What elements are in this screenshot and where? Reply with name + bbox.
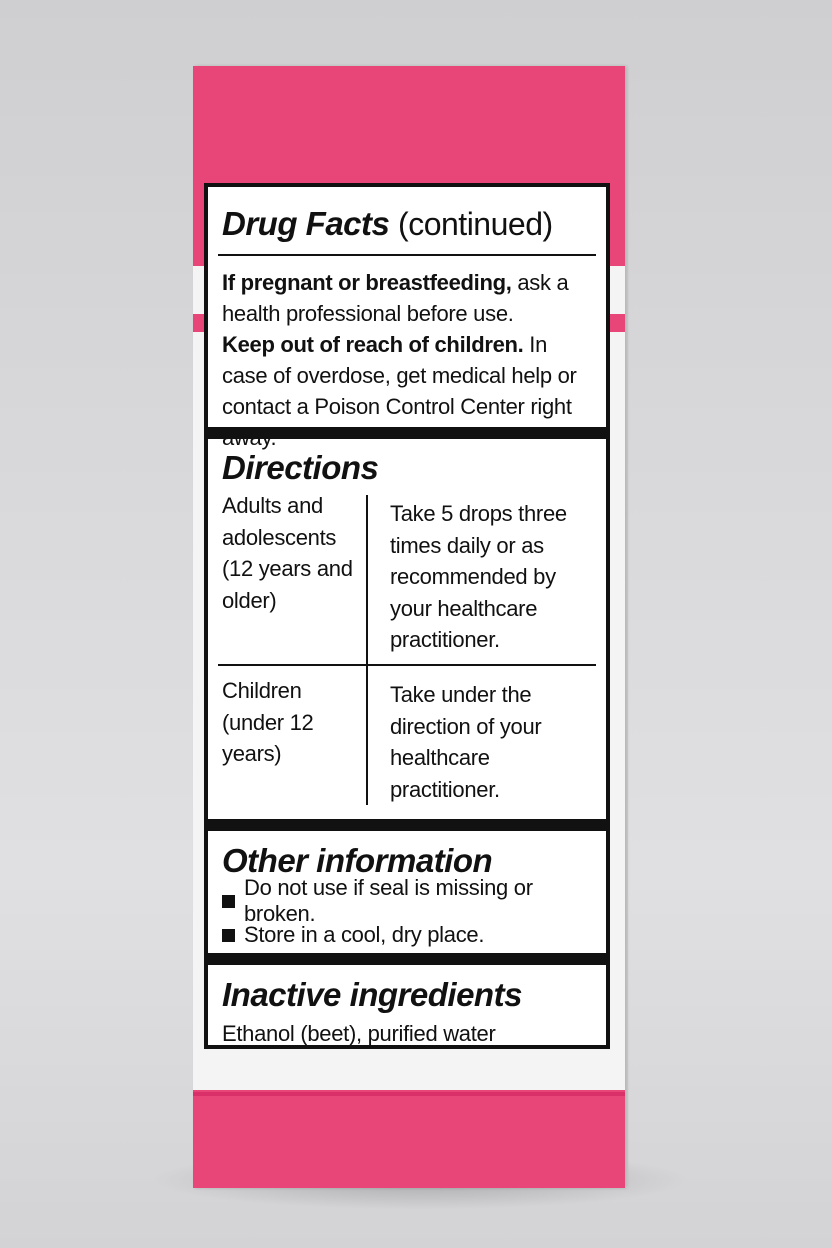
other-information-section — [208, 842, 606, 952]
drug-facts-title-bold: Drug Facts — [222, 205, 390, 242]
children-warning-text: In case of overdose, get medical help or contact a Poison Control Center right — [222, 332, 577, 419]
other-information-title: Other information — [222, 842, 493, 879]
drug-facts-title — [222, 205, 606, 243]
pregnancy-warning-bold: If pregnant or breastfeeding, — [222, 270, 512, 295]
square-bullet-icon — [222, 929, 235, 942]
section-divider — [208, 953, 606, 965]
inactive-ingredients-text: Ethanol (beet), purified water — [222, 1021, 496, 1046]
directions-column-rule — [366, 495, 368, 805]
pink-bottom-band — [193, 1090, 625, 1188]
square-bullet-icon — [222, 895, 235, 908]
other-information-item-text: Do not use if seal is missing or broken. — [244, 875, 533, 926]
product-box — [193, 66, 625, 1188]
pregnancy-warning — [222, 267, 596, 329]
other-information-item — [222, 875, 606, 926]
drug-facts-header — [208, 205, 606, 243]
directions-group-adults: Adults and adolescents (12 years and older) — [222, 493, 353, 613]
directions-instruction-children: Take under the direction of your healthcare practitioner. — [390, 682, 542, 802]
directions-instruction-adults: Take 5 drops three times daily or as recommended by your healthcare practitioner. — [390, 501, 567, 652]
drug-facts-title-continued: (continued) — [398, 206, 553, 242]
other-information-item-text: Store in a cool, dry place. — [244, 922, 485, 947]
warnings-section — [208, 267, 606, 453]
section-divider — [208, 819, 606, 831]
pregnancy-warning-text: ask a health professional before use. — [222, 270, 569, 326]
directions-row-rule — [218, 664, 596, 666]
children-warning-bold: Keep out of reach of children. — [222, 332, 524, 357]
directions-group-children: Children (under 12 years) — [222, 678, 314, 766]
inactive-ingredients-title: Inactive ingredients — [222, 976, 522, 1013]
drug-facts-panel — [204, 183, 610, 1049]
directions-title: Directions — [222, 449, 379, 486]
directions-header — [208, 449, 606, 487]
inactive-ingredients-section — [208, 976, 606, 1049]
pink-bottom-line — [193, 1092, 625, 1096]
header-rule — [218, 254, 596, 256]
section-divider — [208, 427, 606, 439]
